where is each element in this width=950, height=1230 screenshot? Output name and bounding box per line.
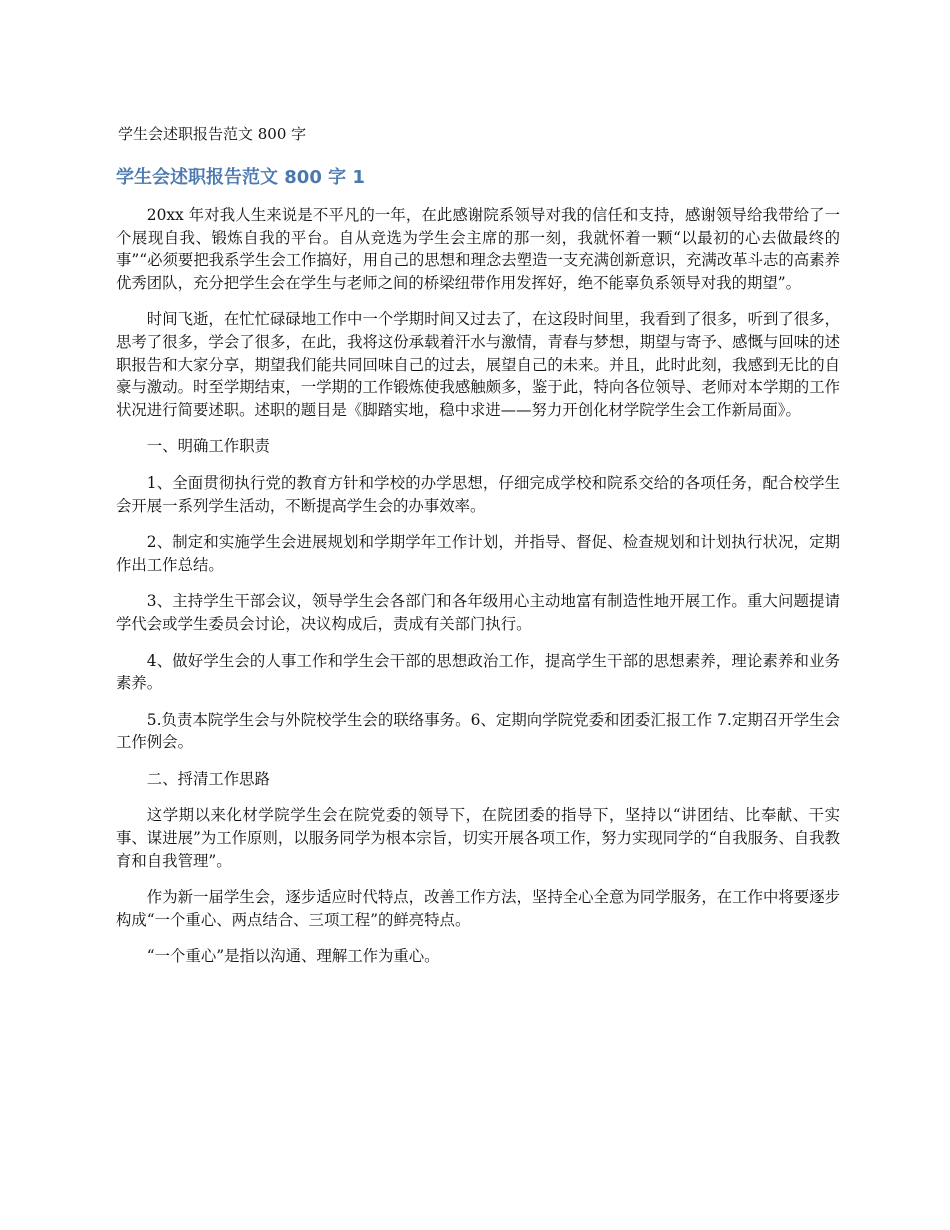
subheading-approach: 二、捋清工作思路 xyxy=(146,769,270,788)
paragraph-principles: 这学期以来化材学院学生会在院党委的领导下，在院团委的指导下，坚持以“讲团结、比奉献、干实事、谋进展”为工作原则，以服务同学为根本宗旨，切实开展各项工作，努力实现同学的“自我服务、自我教育和自我管理”。 xyxy=(116,806,840,870)
paragraph-review: 时间飞逝，在忙忙碌碌地工作中一个学期时间又过去了，在这段时间里，我看到了很多，听到了很多，思考了很多，学会了很多，在此，我将这份承载着汗水与激情，青春与梦想，期望与寄予、感慨与回味的述职报告和大家分享，期望我们能共同回味自己的过去，展望自己的未来。并且，此时此刻，我感到无比的自豪与激动。时至学期结束，一学期的工作锻炼使我感触颇多，鉴于此，特向各位领导、老师对本学期的工作状况进行简要述职。述职的题目是《脚踏实地，稳中求进——努力开创化材学院学生会工作新局面》。 xyxy=(116,310,840,419)
duty-item-5-7: 5.负责本院学生会与外院校学生会的联络事务。6、定期向学院党委和团委汇报工作 7.定期召开学生会工作例会。 xyxy=(116,710,840,752)
duty-item-1: 1、全面贯彻执行党的教育方针和学校的办学思想，仔细完成学校和院系交给的各项任务，配合校学生会开展一系列学生活动，不断提高学生会的办事效率。 xyxy=(116,473,840,515)
paragraph-intro: 20xx 年对我人生来说是不平凡的一年，在此感谢院系领导对我的信任和支持，感谢领导给我带给了一个展现自我、锻炼自我的平台。自从竞选为学生会主席的那一刻，我就怀着一颗“以最初的心去做最终的事”“必须要把我系学生会工作搞好，用自己的思想和理念去塑造一支充满创新意识，充满改革斗志的高素养优秀团队，充分把学生会在学生与老师之间的桥梁纽带作用发挥好，绝不能辜负系领导对我的期望”。 xyxy=(116,206,840,292)
duty-item-2: 2、制定和实施学生会进展规划和学期学年工作计划，并指导、督促、检查规划和计划执行状况，定期作出工作总结。 xyxy=(116,533,840,574)
paragraph-focus: “一个重心”是指以沟通、理解工作为重心。 xyxy=(146,947,440,966)
document-body xyxy=(116,204,840,982)
duty-item-4: 4、做好学生会的人事工作和学生会干部的思想政治工作，提高学生干部的思想素养，理论素养和业务素养。 xyxy=(116,651,840,693)
subheading-duties: 一、明确工作职责 xyxy=(146,437,270,456)
paragraph-new-council: 作为新一届学生会，逐步适应时代特点，改善工作方法，坚持全心全意为同学服务，在工作中将要逐步构成“一个重心、两点结合、三项工程”的鲜亮特点。 xyxy=(116,888,840,929)
document-title: 学生会述职报告范文 800 字 xyxy=(118,125,307,143)
section-heading: 学生会述职报告范文 800 字 1 xyxy=(116,167,365,188)
duty-item-3: 3、主持学生干部会议，领导学生会各部门和各年级用心主动地富有制造性地开展工作。重大问题提请学代会或学生委员会讨论，决议构成后，责成有关部门执行。 xyxy=(116,592,840,633)
